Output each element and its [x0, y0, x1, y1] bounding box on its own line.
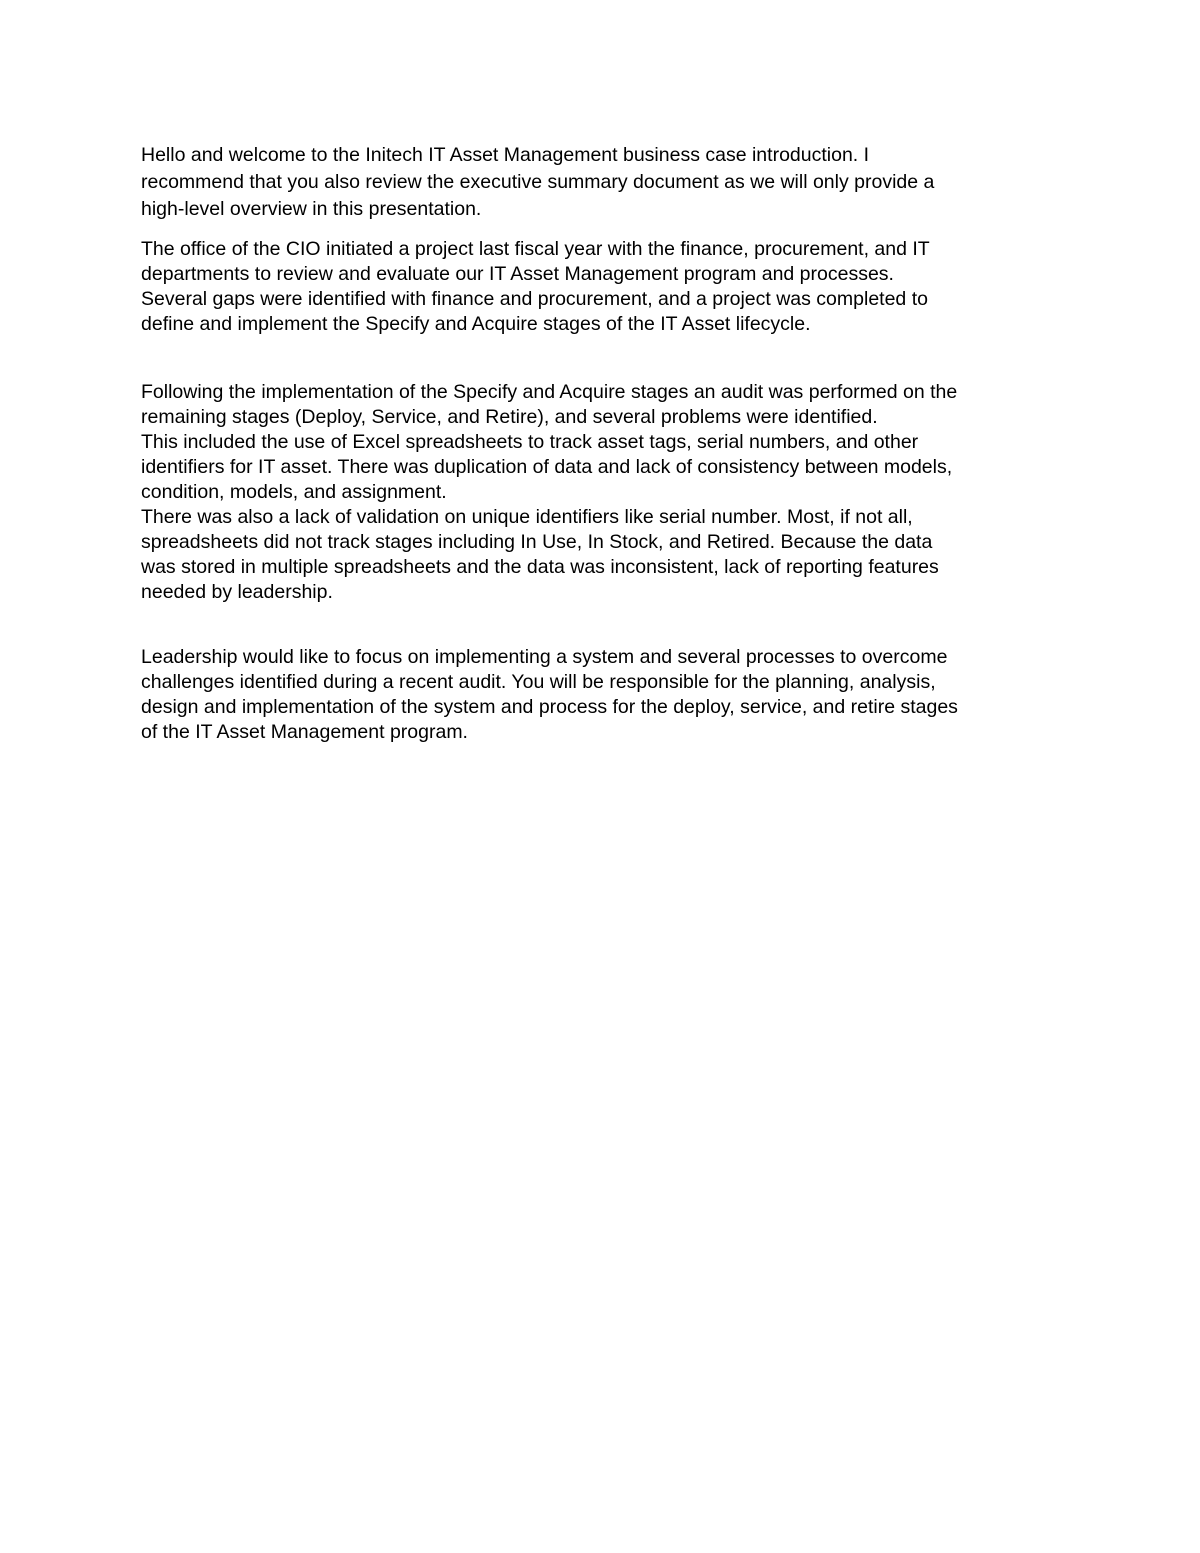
- text-line: needed by leadership.: [141, 581, 333, 603]
- text-line: design and implementation of the system and process for the deploy, service, and retire stages: [141, 696, 958, 718]
- text-line: was stored in multiple spreadsheets and the data was inconsistent, lack of reporting features: [141, 556, 939, 578]
- text-line: remaining stages (Deploy, Service, and Retire), and several problems were identified.: [141, 406, 878, 428]
- text-line: condition, models, and assignment.: [141, 481, 447, 503]
- text-line: define and implement the Specify and Acquire stages of the IT Asset lifecycle.: [141, 313, 811, 335]
- text-line: The office of the CIO initiated a project last fiscal year with the finance, procurement, and IT: [141, 238, 930, 260]
- text-line: Hello and welcome to the Initech IT Asset Management business case introduction. I: [141, 144, 870, 166]
- text-line: Following the implementation of the Specify and Acquire stages an audit was performed on the: [141, 381, 958, 403]
- text-line: of the IT Asset Management program.: [141, 721, 468, 743]
- text-line: spreadsheets did not track stages including In Use, In Stock, and Retired. Because the data: [141, 531, 933, 553]
- text-line: identifiers for IT asset. There was duplication of data and lack of consistency between models,: [141, 456, 953, 478]
- paragraph-leadership-focus: [141, 645, 1071, 745]
- paragraph-welcome: [141, 142, 1071, 223]
- text-line: high-level overview in this presentation.: [141, 198, 482, 220]
- text-line: challenges identified during a recent audit. You will be responsible for the planning, analysis,: [141, 671, 936, 693]
- text-line: Several gaps were identified with finance and procurement, and a project was completed to: [141, 288, 928, 310]
- paragraph-cio-project: [141, 237, 1071, 337]
- text-line: Leadership would like to focus on implementing a system and several processes to overcome: [141, 646, 948, 668]
- text-line: This included the use of Excel spreadsheets to track asset tags, serial numbers, and other: [141, 431, 919, 453]
- text-line: There was also a lack of validation on unique identifiers like serial number. Most, if not all,: [141, 506, 913, 528]
- text-line: recommend that you also review the executive summary document as we will only provide a: [141, 171, 935, 193]
- text-line: departments to review and evaluate our IT Asset Management program and processes.: [141, 263, 894, 285]
- paragraph-audit-findings: [141, 380, 1071, 605]
